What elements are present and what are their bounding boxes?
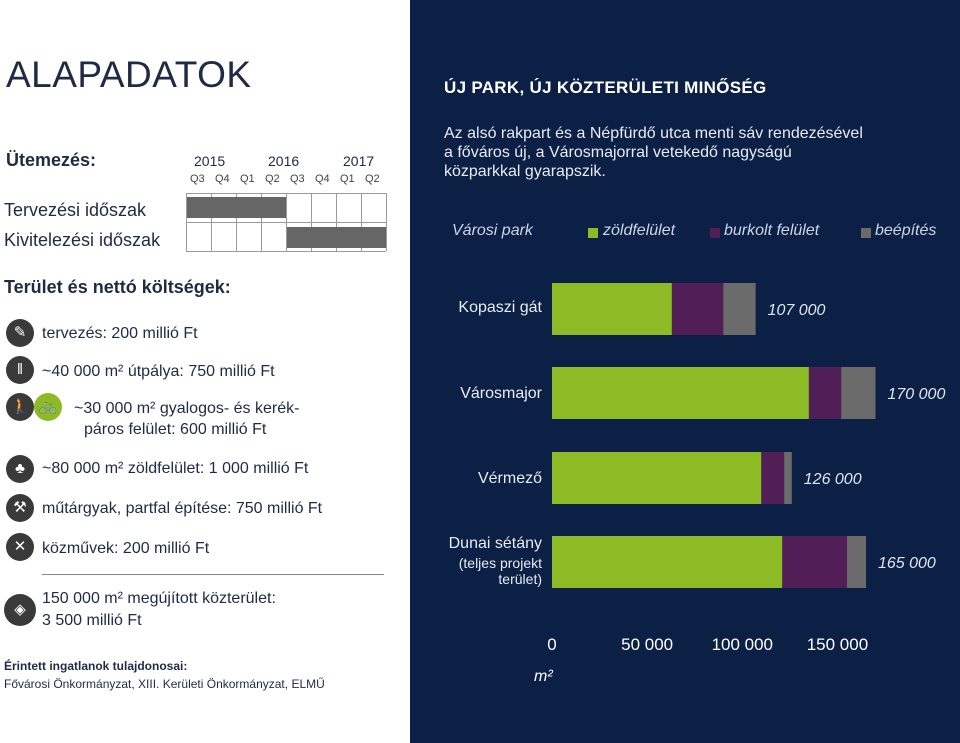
bar-segment bbox=[809, 367, 841, 419]
year-label: 2016 bbox=[268, 153, 300, 169]
stacked-bar-chart bbox=[410, 0, 960, 743]
quarter-label: Q1 bbox=[240, 173, 255, 185]
bar-total-label: 107 000 bbox=[767, 302, 826, 319]
bar-segment bbox=[761, 452, 784, 504]
legend-title: Városi park bbox=[452, 222, 533, 239]
category-label: Vérmező bbox=[477, 470, 542, 487]
x-tick-label: 50 000 bbox=[621, 635, 674, 654]
section-text: Az alsó rakpart és a Népfürdő utca menti sáv rendezésével a főváros új, a Városmajorral vetekedő nagyságú közparkkal gyarapszik. bbox=[444, 125, 863, 180]
x-tick-label: 150 000 bbox=[806, 635, 869, 654]
cost-item: tervezés: 200 millió Ft bbox=[42, 325, 198, 342]
right-panel bbox=[410, 0, 960, 743]
costs-heading: Terület és nettó költségek: bbox=[4, 277, 231, 297]
x-tick-label: 0 bbox=[547, 635, 557, 654]
quarter-label: Q4 bbox=[215, 173, 230, 185]
bar-segment bbox=[552, 367, 809, 419]
quarter-label: Q2 bbox=[265, 173, 280, 185]
schedule-heading: Ütemezés: bbox=[6, 150, 97, 170]
road-icon: ‖ bbox=[6, 356, 34, 384]
bar-segment bbox=[552, 536, 782, 588]
cost-item: közművek: 200 millió Ft bbox=[42, 540, 210, 557]
year-label: 2017 bbox=[343, 153, 375, 169]
construction-period-label: Kivitelezési időszak bbox=[4, 230, 161, 250]
grid-line bbox=[186, 251, 386, 252]
construction-period-bar bbox=[287, 227, 386, 248]
legend-item: zöldfelület bbox=[603, 222, 676, 239]
category-label: Kopaszi gát bbox=[458, 299, 542, 316]
divider bbox=[42, 574, 384, 575]
grid-line bbox=[186, 222, 386, 223]
legend-item: burkolt felület bbox=[724, 222, 820, 239]
total-cost: 3 500 millió Ft bbox=[42, 612, 142, 629]
legend-item: beépítés bbox=[875, 222, 937, 239]
category-sublabel: (teljes projekt terület) bbox=[458, 555, 542, 587]
cost-item: ~40 000 m² útpálya: 750 millió Ft bbox=[42, 363, 275, 380]
page-title: ALAPADATOK bbox=[6, 54, 252, 95]
category-label: Városmajor bbox=[460, 385, 542, 402]
bar-segment bbox=[841, 367, 875, 419]
tools-icon: ✕ bbox=[6, 533, 34, 561]
cost-item: műtárgyak, partfal építése: 750 millió Ft bbox=[42, 500, 323, 517]
quarter-label: Q2 bbox=[365, 173, 380, 185]
year-label: 2015 bbox=[194, 153, 226, 169]
pencil-icon: ✎ bbox=[6, 319, 34, 347]
grid-line bbox=[386, 193, 387, 251]
quarter-label: Q3 bbox=[190, 173, 205, 185]
bar-total-label: 170 000 bbox=[887, 386, 946, 403]
bar-total-label: 126 000 bbox=[803, 471, 862, 488]
construction-worker-icon: ⚒ bbox=[6, 494, 34, 522]
owners-heading: Érintett ingatlanok tulajdonosai: bbox=[4, 659, 188, 673]
section-heading: ÚJ PARK, ÚJ KÖZTERÜLETI MINŐSÉG bbox=[444, 78, 767, 97]
bar-segment bbox=[782, 536, 847, 588]
bar-segment bbox=[552, 283, 672, 335]
bar-segment bbox=[847, 536, 866, 588]
quarter-label: Q1 bbox=[340, 173, 355, 185]
grid-line bbox=[186, 193, 386, 194]
bar-segment bbox=[672, 283, 723, 335]
cost-item: ~80 000 m² zöldfelület: 1 000 millió Ft bbox=[42, 460, 309, 477]
map-icon: ◈ bbox=[4, 594, 36, 626]
cost-item-continued: páros felület: 600 millió Ft bbox=[84, 421, 267, 438]
design-period-bar bbox=[187, 197, 286, 218]
bicycle-icon: 🚲 bbox=[34, 393, 62, 421]
total-area: 150 000 m² megújított közterület: bbox=[42, 590, 276, 607]
cost-item: ~30 000 m² gyalogos- és kerék- bbox=[74, 400, 300, 417]
quarter-label: Q3 bbox=[290, 173, 305, 185]
bar-segment bbox=[723, 283, 755, 335]
quarter-label: Q4 bbox=[315, 173, 330, 185]
tree-icon: ♣ bbox=[6, 455, 34, 483]
pedestrian-icon: 🚶 bbox=[6, 393, 34, 421]
x-tick-label: 100 000 bbox=[711, 635, 774, 654]
bar-segment bbox=[784, 452, 792, 504]
x-axis-label: m² bbox=[534, 668, 553, 685]
left-panel bbox=[0, 0, 410, 743]
bar-total-label: 165 000 bbox=[877, 555, 936, 572]
owners-text: Fővárosi Önkormányzat, XIII. Kerületi Önkormányzat, ELMŰ bbox=[4, 677, 325, 691]
category-label: Dunai sétány bbox=[448, 535, 542, 552]
bar-segment bbox=[552, 452, 761, 504]
design-period-label: Tervezési időszak bbox=[4, 200, 147, 220]
